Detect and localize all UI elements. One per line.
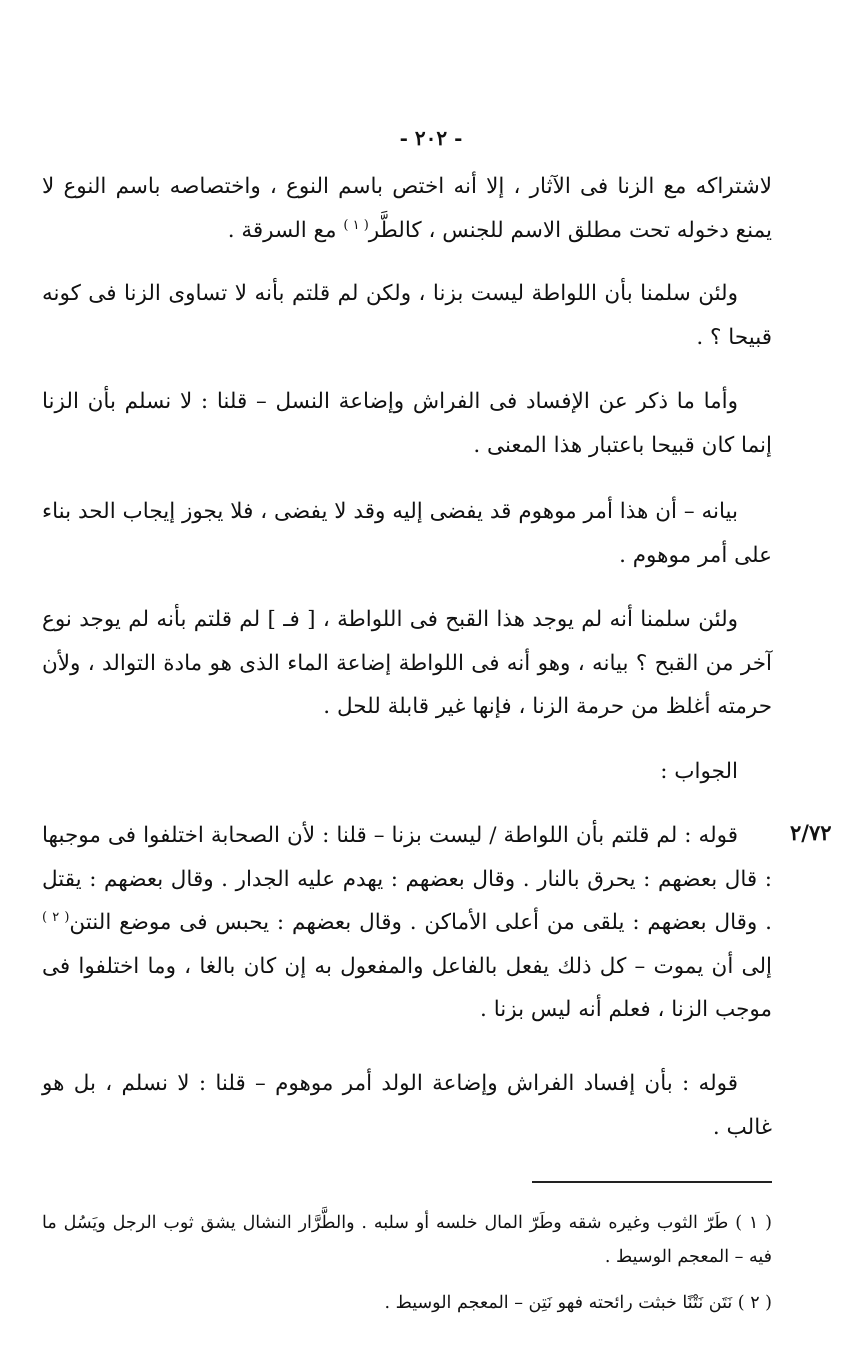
margin-reference: ٢/٧٢ — [790, 820, 832, 845]
paragraph-5: ولئن سلمنا أنه لم يوجد هذا القبح فى اللواطة ، [ فـ ] لم قلتم بأنه لم يوجد نوع آخر من القبح ؟ بيانه ، وهو أنه فى اللواطة إضاعة الماء الذى هو مادة التوالد ، ولأن حرمته أغلظ من حرمة الزنا ، فإنها غير قابلة للحل . — [42, 607, 772, 719]
main-text-6 — [42, 750, 772, 794]
main-text-5 — [42, 598, 772, 729]
paragraph-3: وأما ما ذكر عن الإفساد فى الفراش وإضاعة النسل – قلنا : لا نسلم بأن الزنا إنما كان قبيحا باعتبار هذا المعنى . — [42, 389, 772, 458]
paragraph-1 — [42, 165, 772, 252]
main-text-4 — [42, 490, 772, 577]
footnote-divider — [532, 1181, 772, 1183]
paragraph-6 — [42, 814, 772, 1032]
main-text — [42, 165, 772, 252]
paragraph-1-text: لاشتراكه مع الزنا فى الآثار ، إلا أنه اختص باسم النوع ، واختصاصه باسم النوع لا يمنع دخوله تحت مطلق الاسم للجنس ، كالطَّر — [42, 174, 772, 243]
main-text-2 — [42, 272, 772, 359]
answer-heading: الجواب : — [660, 759, 738, 784]
page-number: - ٢٠٢ - — [399, 126, 463, 150]
footnotes — [42, 1206, 772, 1320]
main-text-3 — [42, 380, 772, 467]
paragraph-6-end: إلى أن يموت – كل ذلك يفعل بالفاعل والمفعول به إن كان بالغا ، وما اختلفوا فى موجب الزنا ، فعلم أنه ليس بزنا . — [42, 953, 772, 1022]
paragraph-1-end: مع السرقة . — [227, 217, 337, 243]
main-text-8 — [42, 1062, 772, 1149]
footnote-marker-2: ( ٢ ) — [42, 909, 70, 925]
footnote-2: ( ٢ ) نَتَن نَتْنًا خبثت رائحته فهو نَتِن – المعجم الوسيط . — [384, 1293, 772, 1313]
paragraph-4: بيانه – أن هذا أمر موهوم قد يفضى إليه وقد لا يفضى ، فلا يجوز إيجاب الحد بناء على أمر موهوم . — [42, 499, 772, 568]
paragraph-6-text: قوله : لم قلتم بأن اللواطة / ليست بزنا – قلنا : لأن الصحابة اختلفوا فى موجبها : قال بعضهم : يحرق بالنار . وقال بعضهم : يهدم عليه الجدار . وقال بعضهم : يقتل . وقال بعضهم : يلقى من أعلى الأماكن . وقال بعضهم : يحبس فى موضع النتن — [42, 823, 772, 935]
main-text-7 — [42, 814, 772, 1032]
paragraph-2: ولئن سلمنا بأن اللواطة ليست بزنا ، ولكن لم قلتم بأنه لا تساوى الزنا فى كونه قبيحا ؟ . — [42, 281, 772, 350]
footnote-1: ( ١ ) طَرّ الثوب وغيره شقه وطَرّ المال خلسه أو سلبه . والطَّرَّار النشال يشق ثوب الرجل ويَسُل ما فيه – المعجم الوسيط . — [42, 1213, 773, 1267]
paragraph-7: قوله : بأن إفساد الفراش وإضاعة الولد أمر موهوم – قلنا : لا نسلم ، بل هو غالب . — [42, 1071, 772, 1140]
footnote-marker-1: ( ١ ) — [343, 217, 369, 233]
